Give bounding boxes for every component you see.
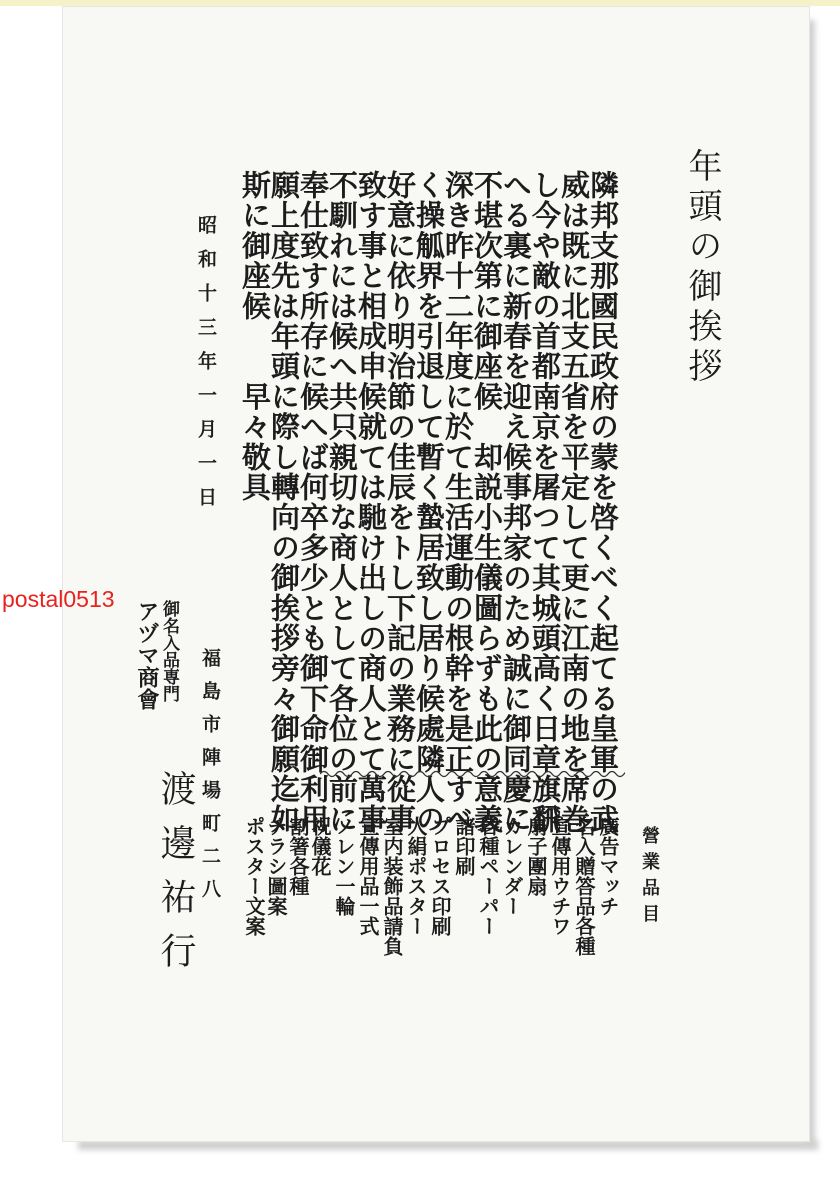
goods-item: 各種ペーパー	[476, 816, 500, 936]
shop-owner-name: 渡邊祐行	[155, 770, 196, 986]
body-line: へる裏に新春を迎え候事邦家のため誠に御同慶に	[499, 170, 533, 835]
body-line: 願上度先は年頭に際し轉向の御挨拶旁々御願迄如	[267, 170, 301, 835]
goods-item: ノレン一輪	[332, 816, 356, 916]
goods-item: 名入贈答品各種	[572, 816, 596, 956]
wavy-divider	[320, 768, 625, 780]
goods-item: カレンダー	[500, 816, 524, 916]
brand-subtitle: 御名入品専門	[159, 600, 179, 702]
goods-item: ポスター文案	[242, 816, 266, 936]
goods-item: チラシ圖案	[264, 816, 288, 916]
body-line: 致す事と相成申候就ては馳け出しの商人とて萬事	[354, 170, 388, 835]
goods-heading: 營業品目	[639, 826, 660, 930]
letter-date: 昭和十三年一月一日	[195, 215, 217, 521]
goods-item: 宣傳用ウチワ	[548, 816, 572, 936]
body-line: 好意に依り明治節の佳辰をトし下記の業務に從事	[383, 170, 417, 835]
body-line: 奉仕致す所存に候へば何卒多少とも御下命御利用	[296, 170, 330, 835]
greeting-body	[238, 170, 620, 835]
goods-item: 宣傳用品一式	[356, 816, 380, 936]
shop-address: 福島市陣場町二八	[199, 648, 221, 912]
goods-item: 人絹ポスター	[404, 816, 428, 936]
goods-item: 割箸各種	[286, 816, 310, 896]
goods-item: 室内装飾品請負	[380, 816, 404, 956]
goods-item: 扇子團扇	[524, 816, 548, 896]
brand-block	[132, 600, 187, 740]
body-line: 隣邦支那國民政府の蒙を啓くべく起てる皇軍の武	[586, 170, 620, 835]
brand-name: アヅマ商會	[134, 600, 160, 710]
body-line: 威は既に北支五省を平定して更に江南の地を席巻	[557, 170, 591, 835]
goods-item: 諸印刷	[452, 816, 476, 876]
body-line: 斯に御座候 早々敬具	[238, 170, 272, 503]
goods-item: プロセス印刷	[428, 816, 452, 936]
goods-item: 祝儀花	[308, 816, 332, 876]
watermark-text: postal0513	[2, 586, 115, 612]
greeting-title: 年頭の御挨拶	[682, 148, 722, 388]
body-line: く操觚界を引退して暫く蟄居致し居り候處隣人の	[412, 170, 446, 835]
body-line: 不堪次第に御座候 却説小生儀圖らずも此の意義	[470, 170, 504, 835]
body-line: 不馴れには候へ共只親切な商人として各位の前に	[325, 170, 359, 835]
body-line: し今や敵の首都南京を屠つて其城頭高く日章旗飜	[528, 170, 562, 835]
goods-item: 廣告マッチ	[596, 816, 620, 916]
body-line: 深き昨十二年度に於て生活運動の根幹を是正すべ	[441, 170, 475, 835]
